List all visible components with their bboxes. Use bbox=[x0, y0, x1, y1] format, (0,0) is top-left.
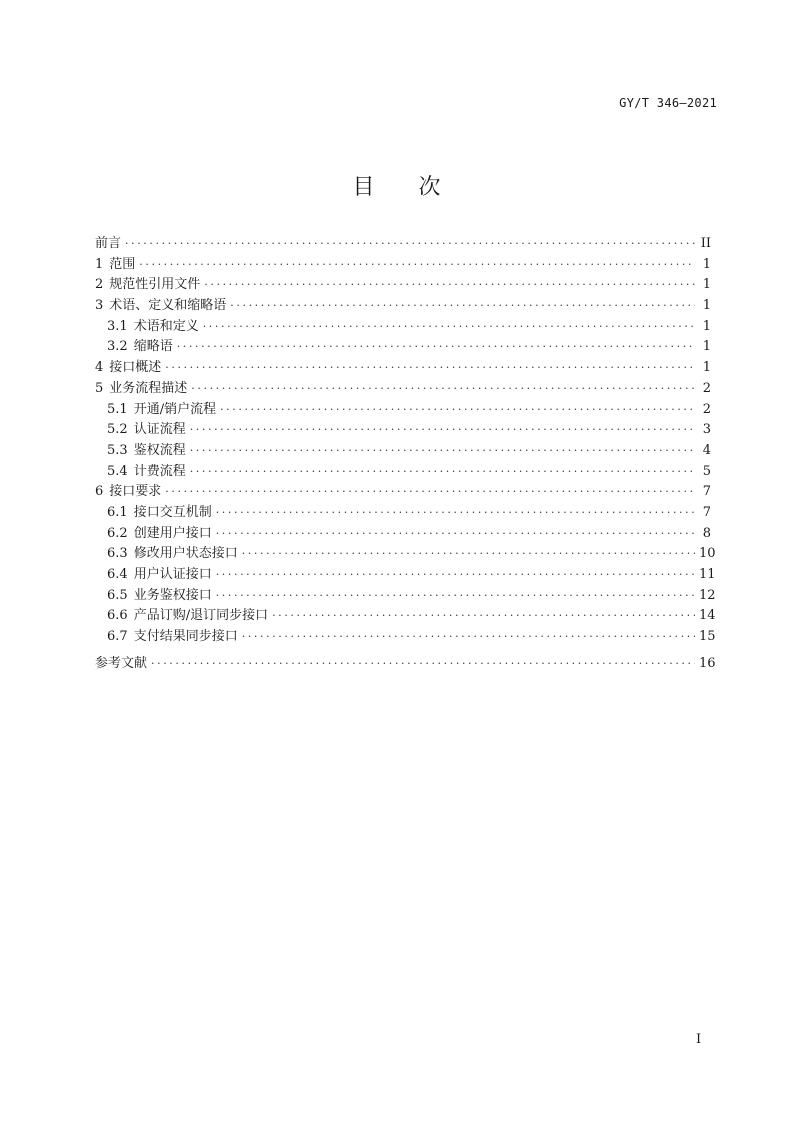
toc-entry[interactable] bbox=[95, 337, 711, 358]
toc-entry[interactable] bbox=[95, 420, 711, 441]
toc-entry-number: 1 bbox=[95, 256, 104, 272]
toc-entry-page: 1 bbox=[702, 277, 711, 293]
dot-leader bbox=[165, 482, 695, 503]
toc-entry-number: 2 bbox=[95, 277, 104, 293]
dot-leader bbox=[190, 462, 695, 483]
toc-entry[interactable] bbox=[95, 586, 716, 607]
toc-entry-page: 11 bbox=[699, 567, 716, 582]
toc-entry[interactable] bbox=[95, 296, 711, 317]
toc-entry-page: 8 bbox=[702, 525, 711, 541]
dot-leader bbox=[216, 565, 695, 586]
toc-entry-number: 5.4 bbox=[107, 463, 128, 479]
dot-leader bbox=[242, 544, 695, 565]
dot-leader bbox=[216, 524, 695, 545]
toc-entry[interactable] bbox=[95, 400, 711, 421]
toc-entry-number: 3.2 bbox=[107, 339, 128, 355]
toc-entry-label: 创建用户接口 bbox=[133, 525, 212, 541]
toc-entry-page: 5 bbox=[702, 463, 711, 479]
dot-leader bbox=[272, 606, 695, 627]
dot-leader bbox=[204, 275, 695, 296]
toc-entry[interactable] bbox=[95, 565, 716, 586]
toc-entry-label: 支付结果同步接口 bbox=[133, 629, 238, 645]
toc-entry-page: 14 bbox=[699, 608, 716, 624]
table-of-contents bbox=[95, 234, 716, 674]
toc-entry-label: 术语、定义和缩略语 bbox=[109, 298, 227, 314]
toc-entry[interactable] bbox=[95, 544, 716, 565]
toc-entry-number: 6 bbox=[95, 484, 104, 500]
dot-leader bbox=[139, 255, 695, 276]
toc-entry[interactable] bbox=[95, 317, 711, 338]
toc-entry-number: 6.4 bbox=[107, 567, 128, 582]
toc-entry-number: 5.3 bbox=[107, 442, 128, 458]
toc-entry-label: 业务流程描述 bbox=[109, 380, 188, 396]
toc-entry-number: 6.3 bbox=[107, 546, 128, 562]
dot-leader bbox=[216, 503, 695, 524]
toc-entry-number: 3.1 bbox=[107, 318, 128, 334]
toc-entry[interactable] bbox=[95, 275, 711, 296]
toc-entry-number: 3 bbox=[95, 298, 104, 314]
toc-entry[interactable] bbox=[95, 606, 716, 627]
toc-entry-number: 6.6 bbox=[107, 608, 128, 624]
toc-entry-page: 1 bbox=[702, 339, 711, 355]
toc-entry-number: 6.2 bbox=[107, 525, 128, 541]
toc-entry-label: 前言 bbox=[95, 236, 122, 251]
dot-leader bbox=[203, 317, 695, 338]
toc-entry-page: 2 bbox=[702, 380, 711, 396]
toc-entry-number: 4 bbox=[95, 360, 104, 376]
dot-leader bbox=[177, 337, 695, 358]
toc-entry-label: 参考文献 bbox=[95, 655, 148, 671]
dot-leader bbox=[220, 400, 695, 421]
toc-entry-label: 计费流程 bbox=[133, 463, 186, 479]
toc-entry[interactable] bbox=[95, 441, 711, 462]
toc-entry[interactable] bbox=[95, 462, 711, 483]
toc-entry[interactable] bbox=[95, 358, 711, 379]
toc-entry-page: 1 bbox=[702, 256, 711, 272]
dot-leader bbox=[230, 296, 695, 317]
toc-entry-page: 1 bbox=[702, 360, 711, 376]
toc-entry-number: 6.1 bbox=[107, 504, 128, 520]
toc-entry-label: 业务鉴权接口 bbox=[133, 587, 212, 603]
toc-entry[interactable] bbox=[95, 482, 711, 503]
toc-entry[interactable] bbox=[95, 379, 711, 400]
toc-entry-label: 接口交互机制 bbox=[133, 504, 212, 520]
dot-leader bbox=[190, 441, 695, 462]
toc-entry-page: 7 bbox=[702, 504, 711, 520]
dot-leader bbox=[242, 627, 695, 648]
toc-entry-number: 5 bbox=[95, 380, 104, 396]
toc-entry-label: 认证流程 bbox=[133, 422, 186, 438]
toc-entry-label: 规范性引用文件 bbox=[109, 277, 201, 293]
dot-leader bbox=[191, 379, 695, 400]
toc-entry-label: 范围 bbox=[109, 256, 136, 272]
toc-entry-number: 6.7 bbox=[107, 629, 128, 645]
toc-entry[interactable] bbox=[95, 234, 711, 255]
toc-entry-label: 缩略语 bbox=[133, 339, 173, 355]
dot-leader bbox=[190, 420, 695, 441]
toc-entry-page: 1 bbox=[702, 298, 711, 314]
toc-entry-page: 16 bbox=[699, 655, 716, 671]
toc-entry[interactable] bbox=[95, 524, 711, 545]
toc-entry-label: 开通/销户流程 bbox=[133, 401, 217, 417]
toc-entry[interactable] bbox=[95, 654, 716, 675]
toc-entry[interactable] bbox=[95, 503, 711, 524]
toc-entry-label: 鉴权流程 bbox=[133, 442, 186, 458]
toc-entry-page: 10 bbox=[699, 546, 716, 562]
toc-entry-page: 2 bbox=[702, 401, 711, 417]
toc-entry[interactable] bbox=[95, 627, 716, 648]
toc-entry[interactable] bbox=[95, 255, 711, 276]
dot-leader bbox=[151, 654, 695, 675]
toc-entry-page: 4 bbox=[702, 442, 711, 458]
dot-leader bbox=[216, 586, 695, 607]
toc-entry-label: 术语和定义 bbox=[133, 318, 199, 334]
toc-entry-label: 产品订购/退订同步接口 bbox=[133, 608, 269, 624]
toc-entry-page: 7 bbox=[702, 484, 711, 500]
toc-entry-page: 3 bbox=[702, 422, 711, 438]
toc-entry-page: 15 bbox=[699, 629, 716, 645]
toc-entry-label: 接口概述 bbox=[109, 360, 162, 376]
toc-entry-number: 5.1 bbox=[107, 401, 128, 417]
dot-leader bbox=[125, 234, 695, 255]
toc-entry-page: II bbox=[700, 236, 711, 251]
toc-entry-page: 12 bbox=[699, 587, 716, 603]
toc-entry-number: 5.2 bbox=[107, 422, 128, 438]
toc-title: 目次 bbox=[352, 175, 485, 200]
toc-entry-number: 6.5 bbox=[107, 587, 128, 603]
toc-entry-page: 1 bbox=[702, 318, 711, 334]
page-number: I bbox=[696, 1032, 702, 1047]
toc-entry-label: 接口要求 bbox=[109, 484, 162, 500]
toc-entry-label: 修改用户状态接口 bbox=[133, 546, 238, 562]
dot-leader bbox=[165, 358, 695, 379]
standard-code: GY/T 346—2021 bbox=[619, 96, 717, 110]
toc-entry-label: 用户认证接口 bbox=[133, 567, 212, 582]
